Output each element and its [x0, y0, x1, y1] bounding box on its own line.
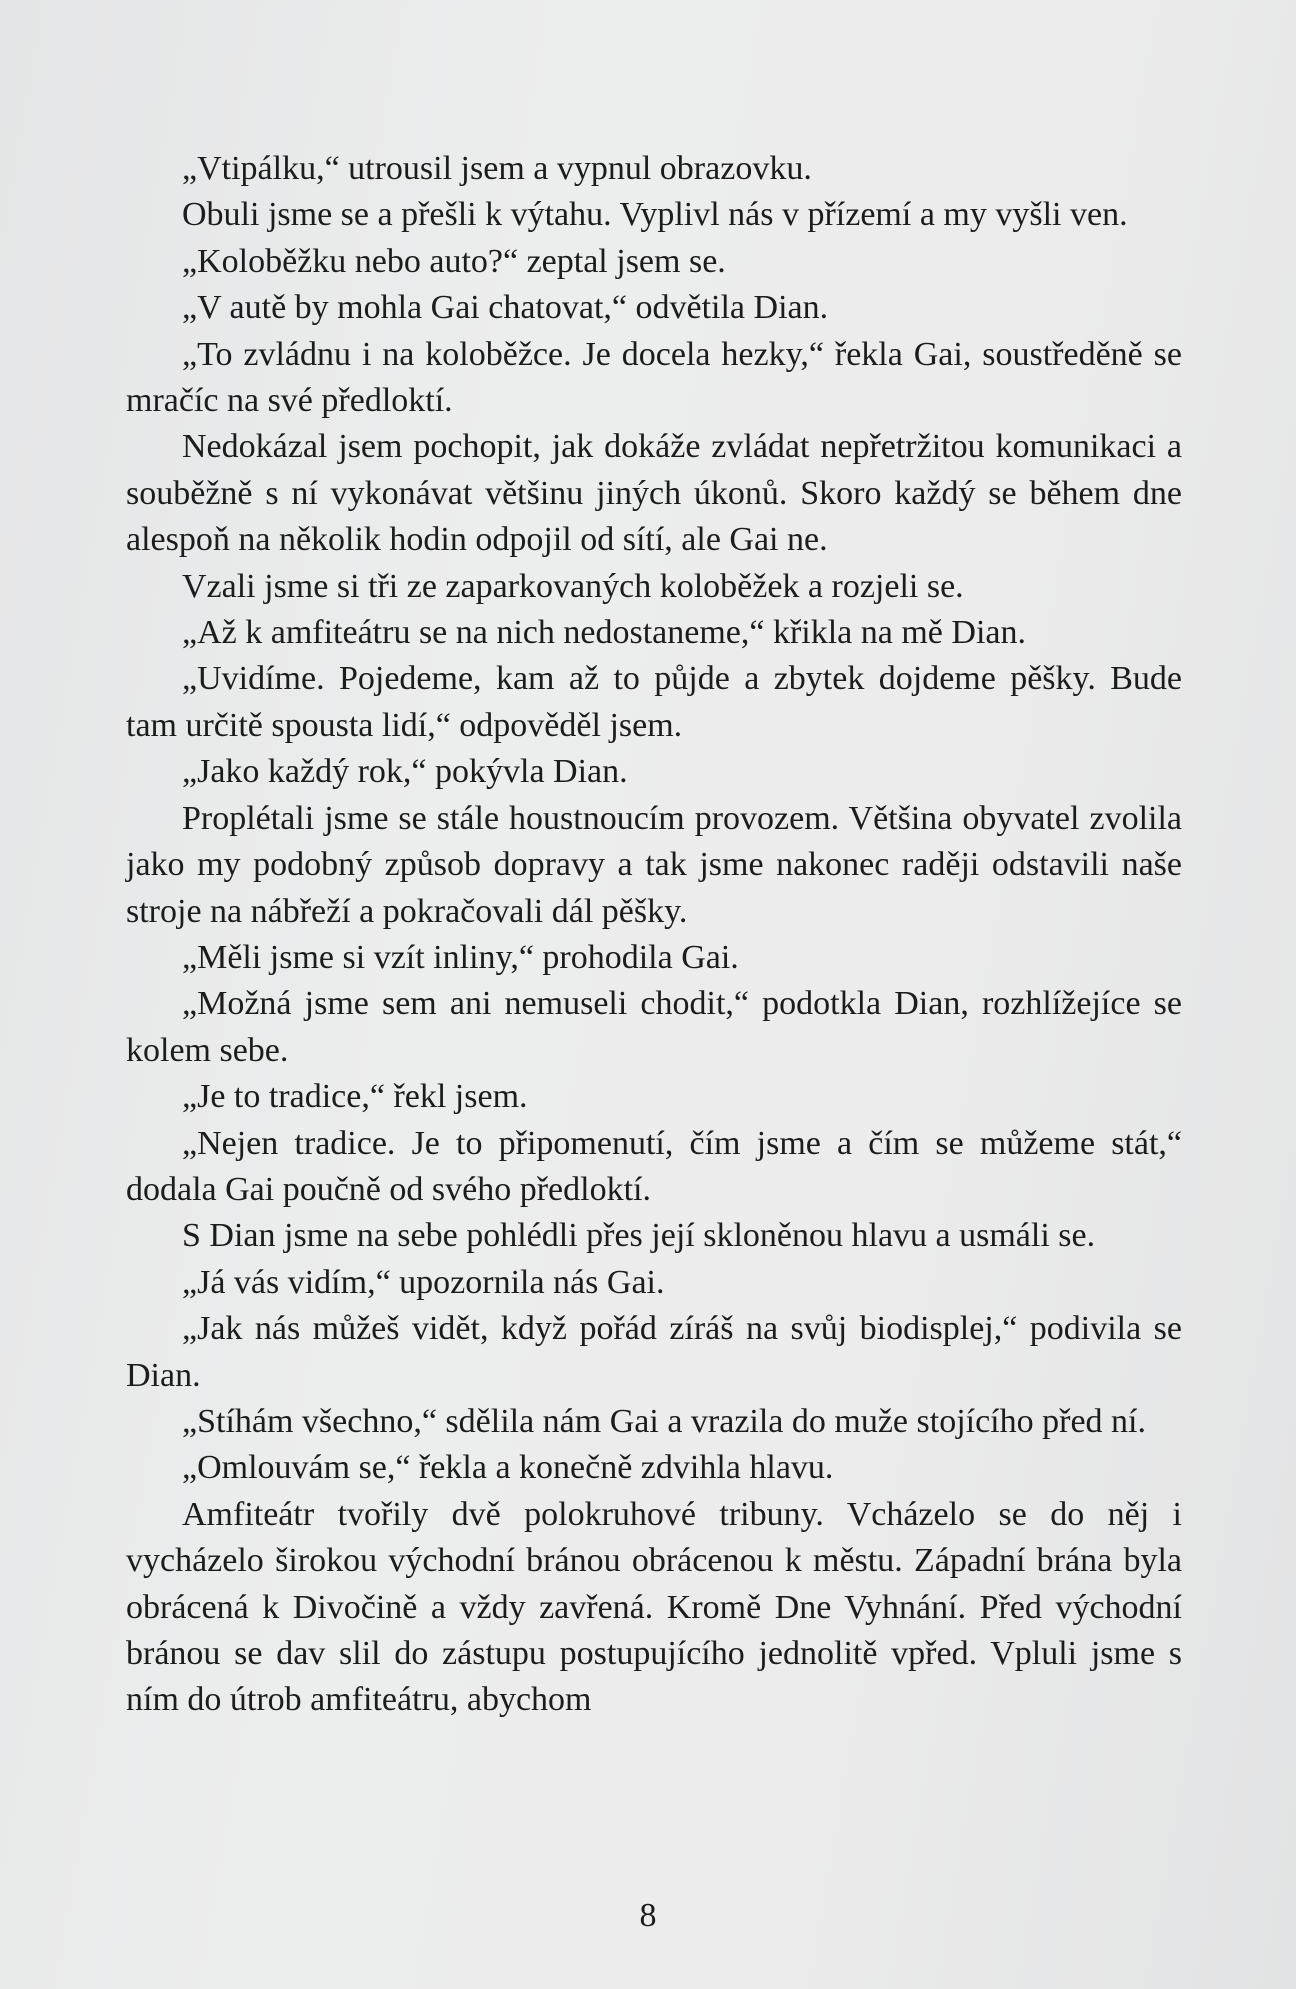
paragraph: Obuli jsme se a přešli k výtahu. Vyplivl nás v přízemí a my vyšli ven. — [182, 196, 1128, 234]
paragraph: „Vtipálku,“ utrousil jsem a vypnul obrazovku. — [182, 150, 812, 187]
paragraph: „Jako každý rok,“ pokývla Dian. — [182, 753, 628, 791]
paragraph: „Jak nás můžeš vidět, když pořád zíráš na svůj biodisplej,“ podivila se Dian. — [126, 1310, 1182, 1394]
paragraph: „Omlouvám se,“ řekla a konečně zdvihla hlavu. — [182, 1449, 834, 1487]
paragraph: „Možná jsme sem ani nemuseli chodit,“ podotkla Dian, rozhlížejíce se kolem sebe. — [126, 985, 1182, 1069]
paragraph: Amfiteátr tvořily dvě polokruhové tribuny. Vcházelo se do něj i vycházelo širokou východní bránou obrácenou k městu. Západní brána byla obrácená k Divočině a vždy zavřená. Kromě Dne Vyhnání. Před východní bránou se dav slil do zástupu postupujícího jednolitě vpřed. Vpluli jsme s ním do útrob amfiteátru, abychom — [126, 1495, 1182, 1719]
paragraph: „To zvládnu i na koloběžce. Je docela hezky,“ řekla Gai, soustředěně se mračíc na své předloktí. — [126, 335, 1182, 420]
body-text — [126, 146, 1182, 1724]
paragraph: „Koloběžku nebo auto?“ zeptal jsem se. — [182, 242, 726, 280]
paragraph: Nedokázal jsem pochopit, jak dokáže zvládat nepřetržitou komunikaci a souběžně s ní vykonávat většinu jiných úkonů. Skoro každý se během dne alespoň na několik hodin odpojil od sítí, ale Gai ne. — [126, 428, 1182, 559]
paragraph: „Já vás vidím,“ upozornila nás Gai. — [182, 1263, 665, 1301]
page-number: 8 — [639, 1897, 657, 1934]
paragraph: „Stíhám všechno,“ sdělila nám Gai a vrazila do muže stojícího před ní. — [182, 1402, 1146, 1440]
paragraph: „Měli jsme si vzít inliny,“ prohodila Gai. — [182, 938, 739, 976]
paragraph: „V autě by mohla Gai chatovat,“ odvětila Dian. — [182, 289, 829, 327]
paragraph: Vzali jsme si tři ze zaparkovaných koloběžek a rozjeli se. — [182, 567, 964, 605]
paragraph: Proplétali jsme se stále houstnoucím provozem. Většina obyvatel zvolila jako my podobný způsob dopravy a tak jsme nakonec raději odstavili naše stroje na nábřeží a pokračovali dál pěšky. — [126, 799, 1182, 930]
paragraph: „Je to tradice,“ řekl jsem. — [182, 1078, 528, 1116]
paragraph: S Dian jsme na sebe pohlédli přes její skloněnou hlavu a usmáli se. — [182, 1217, 1096, 1255]
paragraph: „Až k amfiteátru se na nich nedostaneme,“ křikla na mě Dian. — [182, 614, 1026, 652]
paragraph: „Nejen tradice. Je to připomenutí, čím jsme a čím se můžeme stát,“ dodala Gai poučně od svého předloktí. — [126, 1124, 1182, 1208]
paragraph: „Uvidíme. Pojedeme, kam až to půjde a zbytek dojdeme pěšky. Bude tam určitě spousta lidí,“ odpověděl jsem. — [126, 660, 1182, 744]
